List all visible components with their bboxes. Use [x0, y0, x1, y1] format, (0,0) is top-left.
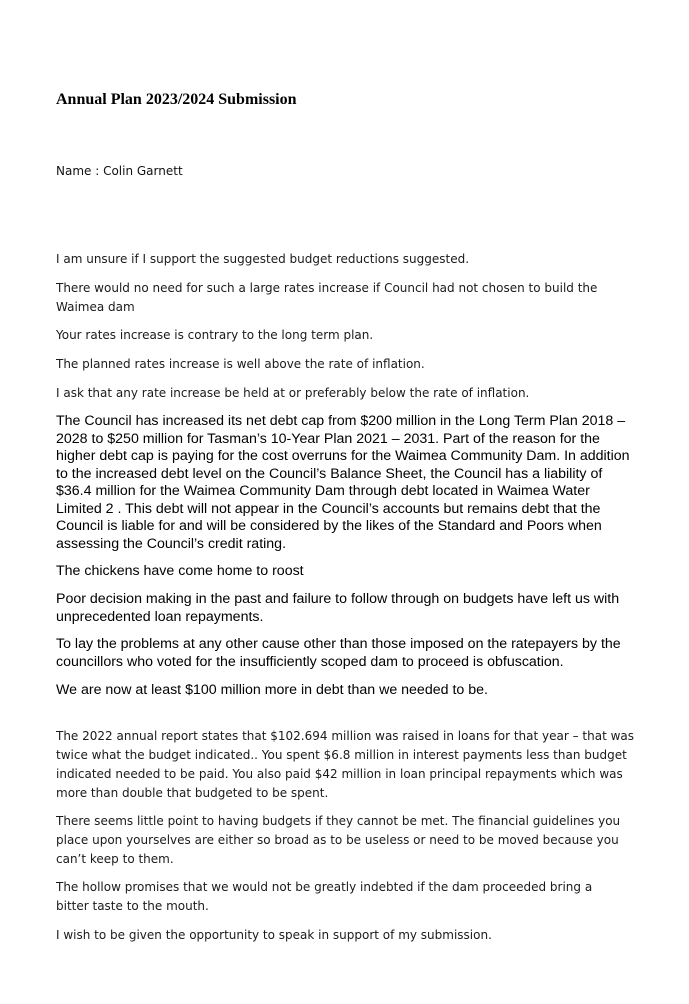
- document-title: Annual Plan 2023/2024 Submission: [56, 91, 297, 108]
- paragraph: I wish to be given the opportunity to speak in support of my submission.: [56, 928, 492, 942]
- paragraph: The Council has increased its net debt cap from $200 million in the Long Term Plan 2018 – 2028 to $250 million for Tasman’s 10-Year Plan 2021 – 2031. Part of the reason for the higher debt cap is paying for the cost overruns for the Waimea Community Dam. In addition to the increased debt level on the Council’s Balance Sheet, the Council has a liability of $36.4 million for the Waimea Community Dam through debt located in Waimea Water Limited 2 . This debt will not appear in the Council’s accounts but remains debt that the Council is liable for and will be considered by the likes of the Standard and Poors when assessing the Council’s credit rating.: [56, 413, 630, 552]
- paragraph: I ask that any rate increase be held at or preferably below the rate of inflation.: [56, 386, 530, 400]
- submitter-name: Name : Colin Garnett: [56, 164, 183, 178]
- paragraph: The chickens have come home to roost: [56, 563, 304, 579]
- paragraph: The 2022 annual report states that $102.694 million was raised in loans for that year – that was twice what the budget indicated.. You spent $6.8 million in interest payments less than budget indicated needed to be paid. You also paid $42 million in loan principal repayments which was more than double that budgeted to be spent.: [56, 729, 635, 800]
- paragraph: We are now at least $100 million more in debt than we needed to be.: [56, 682, 488, 698]
- paragraph: To lay the problems at any other cause other than those imposed on the ratepayers by the councillors who voted for the insufficiently scoped dam to proceed is obfuscation.: [56, 636, 621, 670]
- paragraph: The planned rates increase is well above the rate of inflation.: [56, 357, 425, 371]
- paragraph: I am unsure if I support the suggested budget reductions suggested.: [56, 252, 470, 266]
- paragraph: There would no need for such a large rates increase if Council had not chosen to build the Waimea dam: [56, 281, 598, 314]
- paragraph: Poor decision making in the past and failure to follow through on budgets have left us with unprecedented loan repayments.: [56, 591, 620, 625]
- paragraph: The hollow promises that we would not be greatly indebted if the dam proceeded bring a bitter taste to the mouth.: [56, 880, 593, 913]
- paragraph: Your rates increase is contrary to the long term plan.: [56, 328, 374, 342]
- paragraph: There seems little point to having budgets if they cannot be met. The financial guidelines you place upon yourselves are either so broad as to be useless or need to be moved because you can’t keep to them.: [56, 814, 621, 866]
